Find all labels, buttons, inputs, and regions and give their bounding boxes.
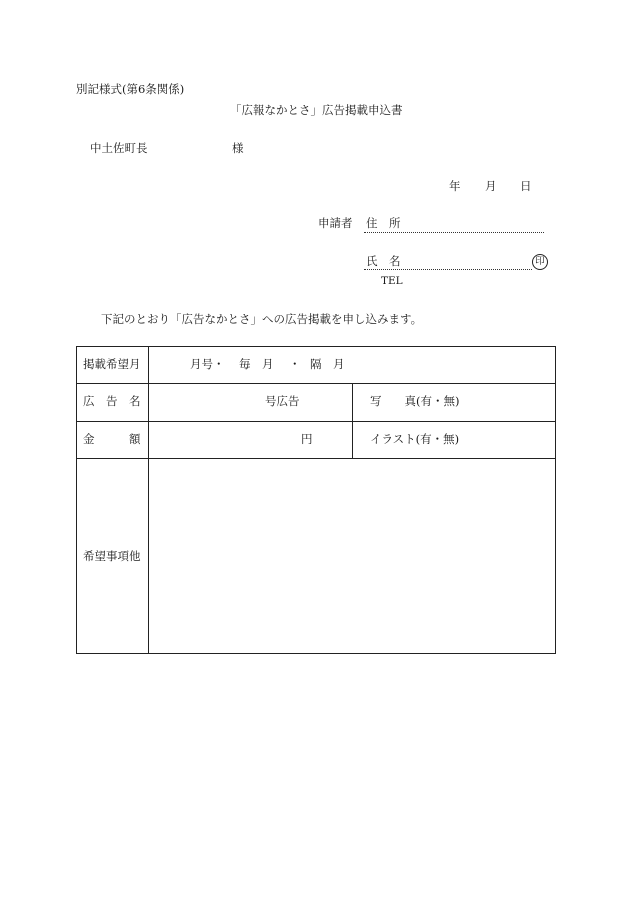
every-month-option[interactable]: 毎 月 xyxy=(239,357,274,371)
address-field[interactable] xyxy=(364,232,544,233)
ad-name-label: 広 告 名 xyxy=(83,394,141,408)
name-label: 氏 名 xyxy=(366,254,401,268)
address-label: 住 所 xyxy=(366,216,401,230)
name-field[interactable] xyxy=(364,269,532,270)
addressee-name: 中土佐町長 xyxy=(90,141,148,155)
photo-option[interactable]: 写 真(有・無) xyxy=(370,394,460,408)
date-day-label: 日 xyxy=(520,179,532,193)
illustration-option[interactable]: イラスト(有・無) xyxy=(370,432,460,446)
document-title: 「広報なかとさ」広告掲載申込書 xyxy=(230,103,403,117)
date-year-label: 年 xyxy=(449,179,461,193)
other-requests-label: 希望事項他 xyxy=(83,549,141,563)
month-issue-option[interactable]: 月号・ xyxy=(190,357,225,371)
table-middle-divider xyxy=(352,383,353,458)
addressee-honorific: 様 xyxy=(232,141,244,155)
issue-ad-text[interactable]: 号広告 xyxy=(265,394,300,408)
other-requests-field[interactable] xyxy=(149,459,555,653)
yen-unit[interactable]: 円 xyxy=(301,432,313,446)
option-separator: ・ xyxy=(289,357,301,371)
tel-label: TEL xyxy=(381,275,403,287)
publication-month-label: 掲載希望月 xyxy=(83,357,141,371)
application-table xyxy=(76,346,556,654)
date-month-label: 月 xyxy=(485,179,497,193)
form-reference: 別記様式(第6条関係) xyxy=(76,82,185,96)
amount-label: 金 額 xyxy=(83,432,141,446)
applicant-label: 申請者 xyxy=(318,216,353,230)
intro-text: 下記のとおり「広告なかとさ」への広告掲載を申し込みます。 xyxy=(101,312,423,326)
alternate-month-option[interactable]: 隔 月 xyxy=(310,357,345,371)
seal-mark: 印 xyxy=(532,254,548,270)
